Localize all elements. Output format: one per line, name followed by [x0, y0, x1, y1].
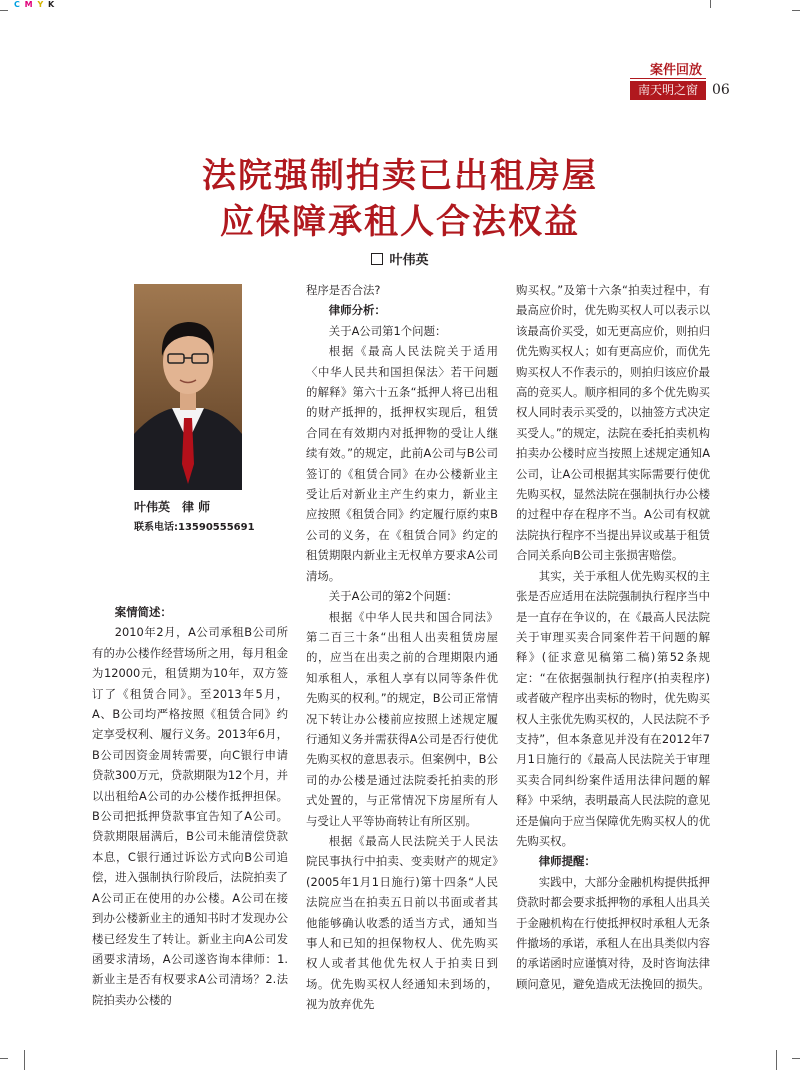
byline-author: 叶伟英	[389, 253, 429, 268]
question1-body: 根据《最高人民法院关于适用〈中华人民共和国担保法〉若干问题的解释》第六十五条“抵押人将已出租的财产抵押的，抵押权实现后，租赁合同在有效期内对抵押物的受让人继续有效。”的规定，此前A公司与B公司签订的《租赁合同》在办公楼新业主受让后对新业主产生约束力，新业主应按照《租赁合同》约定履行原约束B公司的义务，在《租赁合同》约定的租赁期限内新业主无权单方要求A公司清场。	[306, 344, 498, 583]
crop-mark	[0, 1058, 8, 1059]
square-icon	[371, 253, 383, 265]
lawyer-analysis-heading: 律师分析：	[328, 303, 386, 318]
article-title-line2: 应保障承租人合法权益	[220, 202, 580, 242]
article-title-line1: 法院强制拍卖已出租房屋	[202, 156, 598, 196]
section-divider	[630, 78, 706, 79]
crop-mark	[710, 0, 711, 8]
author-phone: 联系电话:13590555691	[134, 522, 255, 533]
column-2	[306, 280, 498, 1015]
crop-mark	[24, 1050, 25, 1070]
cmyk-m: M	[24, 0, 34, 9]
col2-continuation: 程序是否合法?	[306, 283, 381, 297]
cmyk-registration-mark	[14, 0, 55, 9]
crop-mark	[776, 1050, 777, 1070]
lawyer-tip-heading: 律师提醒：	[538, 854, 596, 869]
column-name-box: 南天明之窗	[630, 81, 706, 100]
author-name-title: 叶伟英 律 师	[134, 500, 211, 514]
crop-mark	[0, 10, 8, 11]
crop-mark	[792, 10, 800, 11]
crop-mark	[792, 1058, 800, 1059]
column-3	[516, 280, 710, 994]
case-summary-body: 2010年2月，A公司承租B公司所有的办公楼作经营场所之用，每月租金为12000元，租赁期为10年，双方签订了《租赁合同》。至2013年5月，A、B公司均严格按照《租赁合同》约定享受权利、履行义务。2013年6月，B公司因资金周转需要，向C银行申请贷款300万元，贷款期限为12个月，并以出租给A公司的办公楼作抵押担保。B公司把抵押贷款事宜告知了A公司。贷款期限届满后，B公司未能清偿贷款本息，C银行通过诉讼方式向B公司追偿，进入强制执行阶段后，法院拍卖了A公司正在使用的办公楼。A公司在接到办公楼新业主的通知书时才发现办公楼已经发生了转让。新业主向A公司发函要求清场，A公司遂咨询本律师：1.新业主是否有权要求A公司清场？2.法院拍卖办公楼的	[92, 625, 288, 1007]
page-number: 06	[712, 82, 730, 98]
question2-body-1: 根据《中华人民共和国合同法》第二百三十条“出租人出卖租赁房屋的，应当在出卖之前的合理期限内通知承租人，承租人享有以同等条件优先购买的权利。”的规定，B公司正常情况下转让办公楼前应按照上述规定履行通知义务并需获得A公司是否行使优先购买权的意思表示。但案例中，B公司的办公楼是通过法院委托拍卖的形式处置的，与正常情况下房屋所有人与受让人平等协商转让有所区别。	[306, 609, 498, 828]
byline	[0, 249, 800, 268]
cmyk-k: K	[48, 0, 56, 9]
column-1	[92, 602, 288, 1010]
cmyk-y: Y	[37, 0, 45, 9]
question2-body-2: 根据《最高人民法院关于人民法院民事执行中拍卖、变卖财产的规定》(2005年1月1日施行)第十四条“人民法院应当在拍卖五日前以书面或者其他能够确认收悉的适当方式，通知当事人和已知的担保物权人、优先购买权人或者其他优先权人于拍卖日到场。优先购买权人经通知未到场的，视为放弃优先	[306, 833, 498, 1012]
section-tag: 案件回放	[649, 63, 702, 78]
col3-paragraph-2: 其实，关于承租人优先购买权的主张是否应适用在法院强制执行程序当中是一直存在争议的，在《最高人民法院关于审理买卖合同案件若干问题的解释》(征求意见稿第二稿)第52条规定：“在依据强制执行程序(拍卖程序)或者破产程序出卖标的物时，优先购买权人主张优先购买权的，人民法院不予支持”，但本条意见并没有在2012年7月1日施行的《最高人民法院关于审理买卖合同纠纷案件适用法律问题的解释》中采纳，表明最高人民法院的意见还是偏向于应当保障优先购买权人的优先购买权。	[516, 568, 710, 848]
col3-paragraph-1: 购买权。”及第十六条“拍卖过程中，有最高应价时，优先购买权人可以表示以该最高价买受，如无更高应价，则拍归优先购买权人；如有更高应价，而优先购买权人不作表示的，则拍归该应价最高的竞买人。顺序相同的多个优先购买权人同时表示买受的，以抽签方式决定买受人。”的规定，法院在委托拍卖机构拍卖办公楼时应当按照上述规定通知A公司，让A公司根据其实际需要行使优先购买权，显然法院在强制执行办公楼的过程中存在程序不当。A公司有权就法院执行程序不当提出异议或基于租赁合同关系向B公司主张损害赔偿。	[516, 283, 710, 563]
cmyk-c: C	[14, 0, 21, 9]
case-summary-heading: 案情简述：	[114, 605, 172, 619]
question2-heading: 关于A公司的第2个问题：	[328, 589, 458, 604]
question1-heading: 关于A公司第1个问题：	[328, 323, 447, 338]
author-photo	[134, 284, 242, 490]
lawyer-tip-body: 实践中，大部分金融机构提供抵押贷款时都会要求抵押物的承租人出具关于金融机构在行使抵押权时承租人无条件撤场的承诺，承租人在出具类似内容的承诺函时应谨慎对待，及时咨询法律顾问意见，避免造成无法挽回的损失。	[516, 874, 710, 991]
